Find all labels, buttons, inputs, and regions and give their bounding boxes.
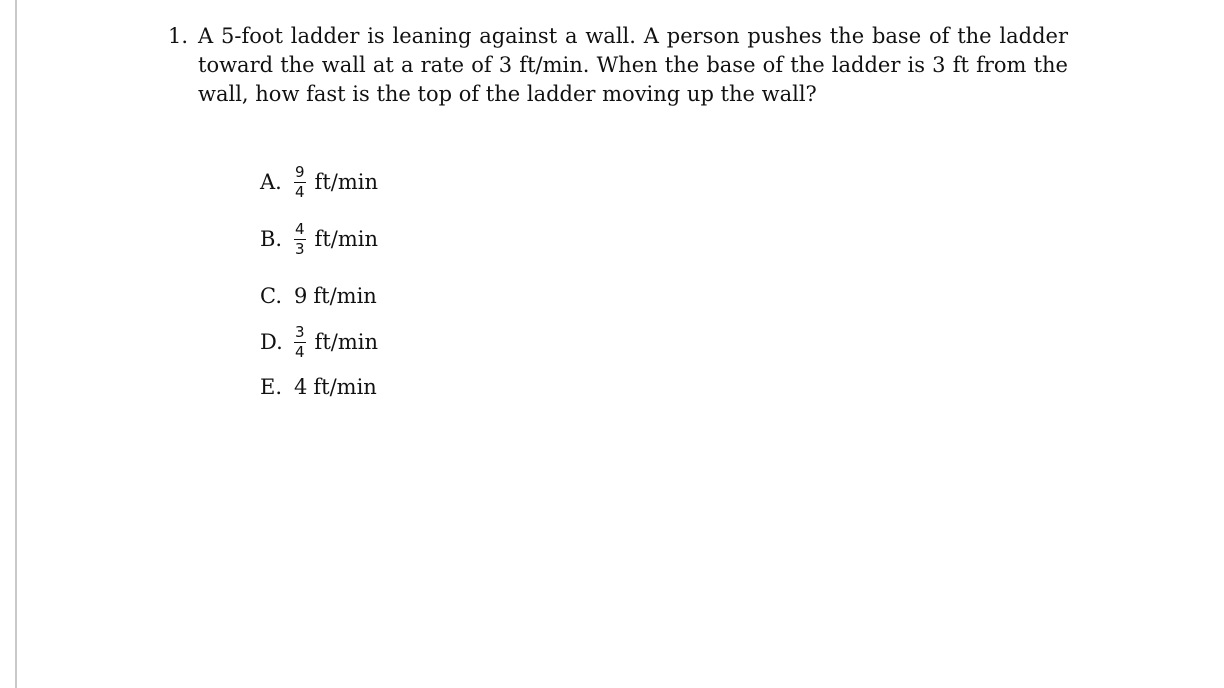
choice-letter: A. (260, 170, 282, 194)
choice-value: 4 (294, 375, 308, 399)
choice-d (260, 322, 378, 362)
fraction-denominator: 4 (295, 182, 305, 201)
fraction-numerator: 9 (295, 162, 305, 181)
fraction-numerator: 3 (295, 322, 305, 341)
page-edge-divider (15, 0, 17, 688)
choice-unit: ft/min (313, 284, 377, 308)
choice-unit: ft/min (314, 170, 378, 194)
choice-e (260, 367, 377, 407)
question-block (168, 22, 1068, 109)
choice-value: 9 (294, 284, 308, 308)
choice-c (260, 276, 377, 316)
fraction-denominator: 3 (295, 239, 305, 258)
choice-a (260, 162, 378, 202)
fraction (294, 221, 306, 258)
choice-letter: B. (260, 227, 283, 251)
fraction-numerator: 4 (295, 219, 305, 238)
fraction (294, 164, 306, 201)
choice-unit: ft/min (314, 330, 378, 354)
choice-unit: ft/min (314, 227, 378, 251)
fraction (294, 324, 306, 361)
choice-letter: C. (260, 284, 282, 308)
question-number: 1. (168, 24, 189, 48)
choice-letter: E. (260, 375, 283, 399)
fraction-denominator: 4 (295, 342, 305, 361)
choice-letter: D. (260, 330, 283, 354)
choice-b (260, 219, 378, 259)
choice-unit: ft/min (313, 375, 377, 399)
question-text: A 5-foot ladder is leaning against a wall. A person pushes the base of the ladder toward the wall at a rate of 3 ft/min. When the base of the ladder is 3 ft from the wall, how fast is the top of the ladder moving up the wall? (198, 24, 1068, 106)
